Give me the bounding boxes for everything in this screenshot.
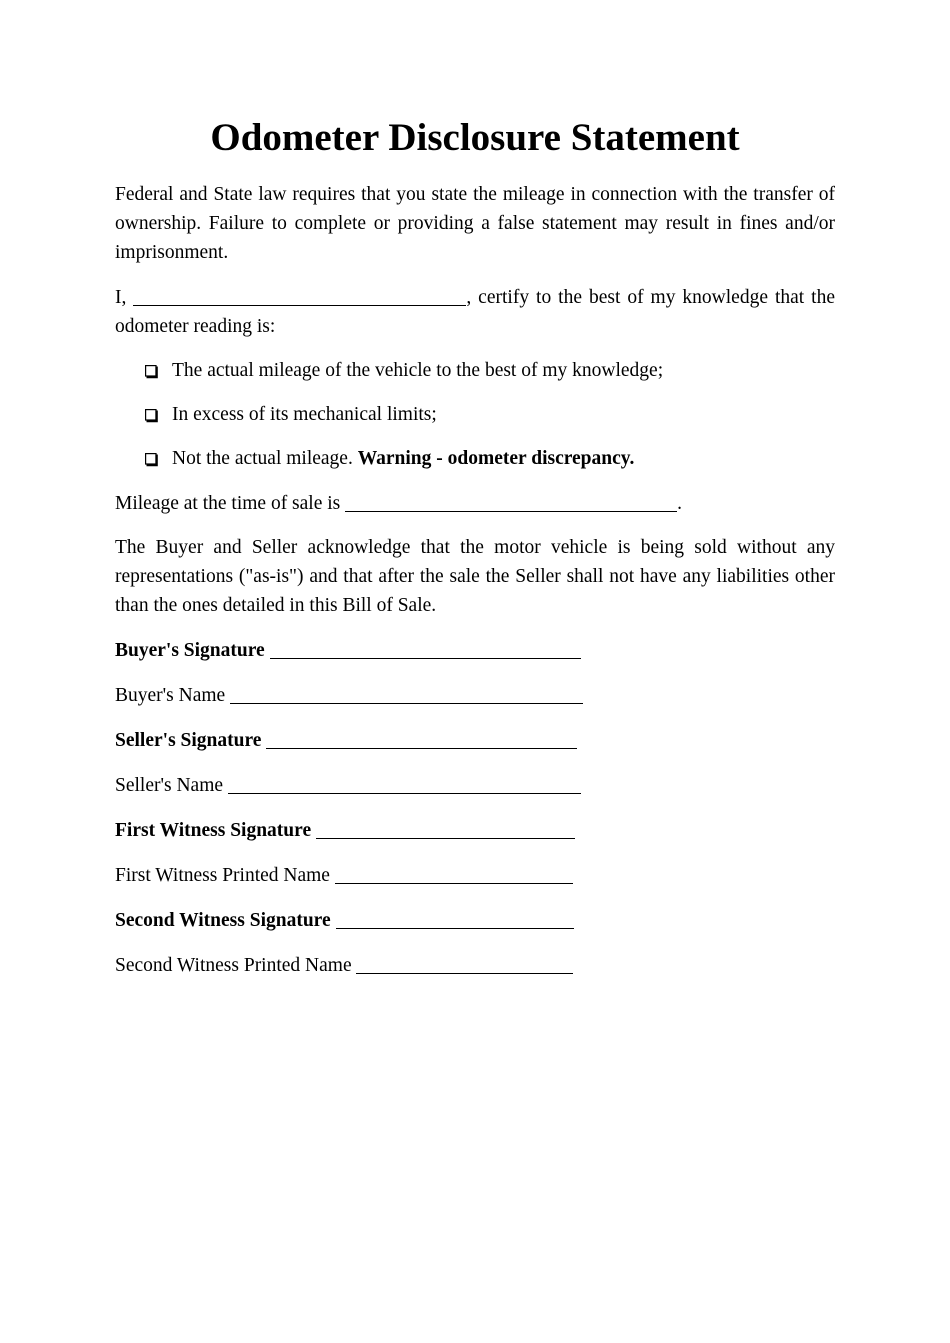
certify-prefix: I,: [115, 287, 134, 308]
seller-name-blank[interactable]: [228, 773, 581, 794]
mileage-line: [115, 488, 835, 518]
option-text: Not the actual mileage.: [172, 448, 358, 469]
buyer-signature-label: Buyer's Signature: [115, 640, 265, 661]
signature-block: [115, 635, 835, 980]
second-witness-signature-blank[interactable]: [336, 908, 574, 929]
checkbox-icon[interactable]: [145, 365, 159, 379]
buyer-signature-blank[interactable]: [270, 638, 581, 659]
option-excess-mechanical-limits: [115, 400, 835, 429]
first-witness-name-line: [115, 860, 835, 890]
buyer-name-blank[interactable]: [230, 683, 583, 704]
first-witness-signature-label: First Witness Signature: [115, 820, 312, 841]
seller-signature-label: Seller's Signature: [115, 730, 262, 751]
odometer-options: [115, 356, 835, 473]
mileage-blank[interactable]: [345, 491, 677, 512]
document-page: [115, 0, 835, 995]
intro-paragraph: Federal and State law requires that you state the mileage in connection with the transfer of ownership. Failure to complete or providing a false statement may result in fines and/or imprisonment.: [115, 184, 835, 263]
buyer-name-label: Buyer's Name: [115, 685, 226, 706]
seller-name-label: Seller's Name: [115, 775, 224, 796]
option-text: In excess of its mechanical limits;: [172, 404, 437, 425]
checkbox-icon[interactable]: [145, 453, 159, 467]
certifier-name-blank[interactable]: [133, 285, 466, 306]
option-text: The actual mileage of the vehicle to the best of my knowledge;: [172, 360, 664, 381]
seller-signature-line: [115, 725, 835, 755]
second-witness-name-label: Second Witness Printed Name: [115, 955, 352, 976]
discrepancy-warning: Warning - odometer discrepancy.: [357, 448, 635, 469]
option-actual-mileage: [115, 356, 835, 385]
seller-signature-blank[interactable]: [266, 728, 577, 749]
second-witness-name-line: [115, 950, 835, 980]
document-title: Odometer Disclosure Statement: [210, 116, 740, 159]
first-witness-signature-blank[interactable]: [316, 818, 575, 839]
option-not-actual-mileage: [115, 444, 835, 473]
first-witness-name-label: First Witness Printed Name: [115, 865, 330, 886]
buyer-name-line: [115, 680, 835, 710]
second-witness-signature-label: Second Witness Signature: [115, 910, 331, 931]
first-witness-signature-line: [115, 815, 835, 845]
certify-paragraph: [115, 282, 835, 341]
acknowledgement-paragraph: The Buyer and Seller acknowledge that the motor vehicle is being sold without any representations ("as-is") and that after the sale the Seller shall not have any liabilities other than the ones detailed in this Bill of Sale.: [115, 537, 835, 616]
buyer-signature-line: [115, 635, 835, 665]
mileage-suffix: .: [677, 493, 683, 514]
checkbox-icon[interactable]: [145, 409, 159, 423]
first-witness-name-blank[interactable]: [335, 863, 573, 884]
certify-suffix: , certify to the best of my knowledge that the odometer reading is:: [115, 287, 835, 337]
mileage-prefix: Mileage at the time of sale is: [115, 493, 346, 514]
second-witness-signature-line: [115, 905, 835, 935]
second-witness-name-blank[interactable]: [356, 953, 573, 974]
seller-name-line: [115, 770, 835, 800]
